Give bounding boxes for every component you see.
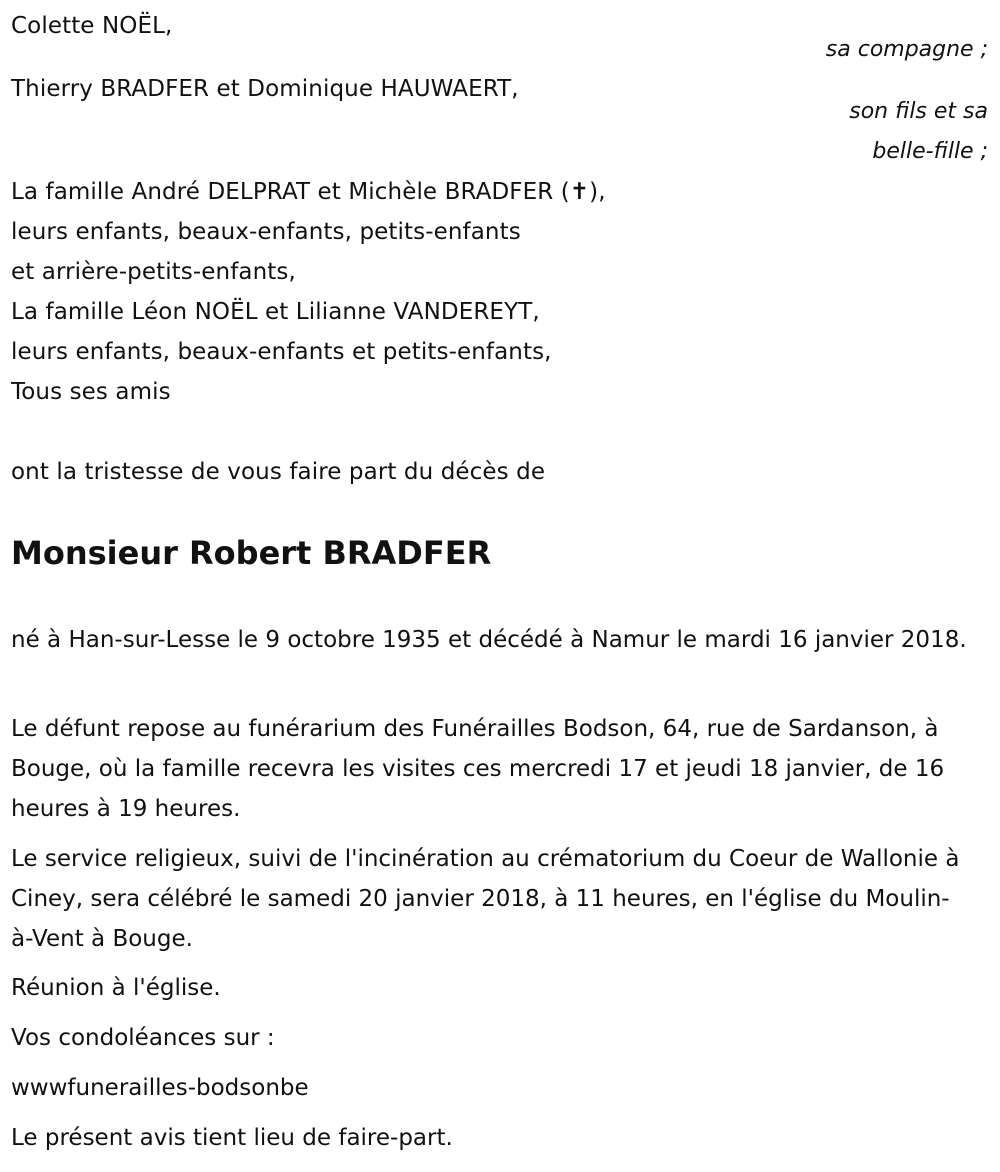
service-paragraph: Le service religieux, suivi de l'incinération au crématorium du Coeur de Wallonie à Ciney, sera célébré le samedi 20 janvier 2018, à 11 heures, en l'église du Moulin-à-Vent à Bouge. xyxy=(11,846,960,952)
birth-death-paragraph: né à Han-sur-Lesse le 9 octobre 1935 et décédé à Namur le mardi 16 janvier 2018. xyxy=(11,627,967,653)
deceased-name: Monsieur Robert BRADFER xyxy=(11,534,492,572)
family-line-3: et arrière-petits-enfants, xyxy=(11,259,296,285)
funerarium-paragraph: Le défunt repose au funérarium des Funérailles Bodson, 64, rue de Sardanson, à Bouge, où la famille recevra les visites ces mercredi 17 et jeudi 18 janvier, de 16 heures à 19 heures. xyxy=(11,716,945,822)
son-role-line1: son fils et sa xyxy=(849,99,988,124)
son-name: Thierry BRADFER et Dominique HAUWAERT, xyxy=(11,76,519,102)
meeting-paragraph: Réunion à l'église. xyxy=(11,975,221,1001)
son-role-line2: belle-fille ; xyxy=(872,139,988,164)
companion-name: Colette NOËL, xyxy=(11,13,173,39)
family-line-5: leurs enfants, beaux-enfants et petits-enfants, xyxy=(11,339,552,365)
condolences-website: wwwfunerailles-bodsonbe xyxy=(11,1075,309,1101)
closing-notice: Le présent avis tient lieu de faire-part. xyxy=(11,1125,453,1151)
family-line-2: leurs enfants, beaux-enfants, petits-enfants xyxy=(11,219,521,245)
companion-role: sa compagne ; xyxy=(825,37,988,62)
announcement-text: ont la tristesse de vous faire part du décès de xyxy=(11,459,546,485)
family-line-6: Tous ses amis xyxy=(11,379,171,405)
family-line-4: La famille Léon NOËL et Lilianne VANDEREYT, xyxy=(11,299,540,325)
condolences-label: Vos condoléances sur : xyxy=(11,1025,275,1051)
family-line-1: La famille André DELPRAT et Michèle BRADFER (✝), xyxy=(11,179,606,205)
